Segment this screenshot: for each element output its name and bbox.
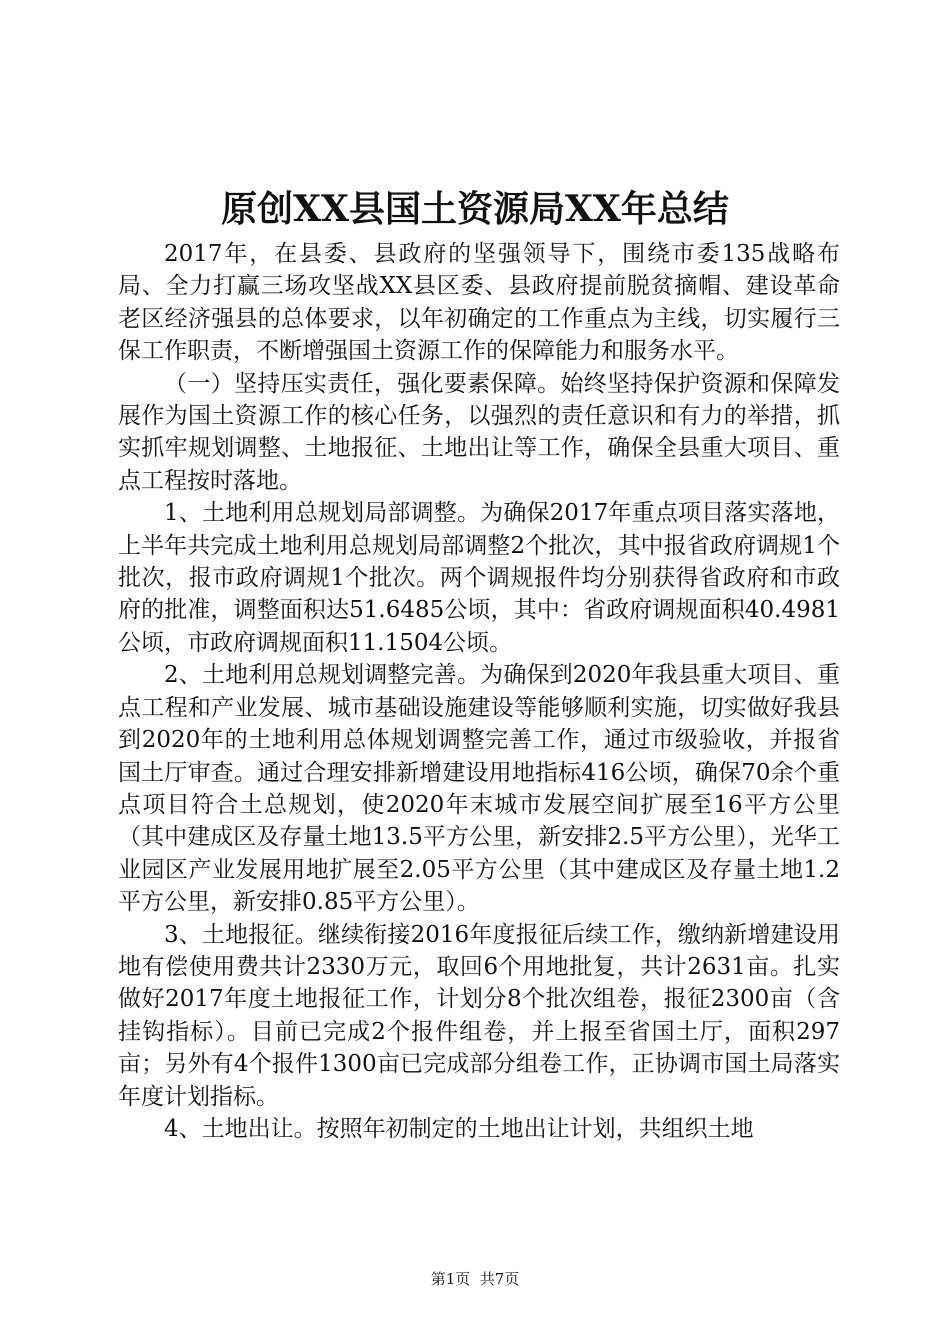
paragraph-item-3: 3、土地报征。继续衔接2016年度报征后续工作，缴纳新增建设用地有偿使用费共计2330万元，取回6个用地批复，共计2631亩。扎实做好2017年度土地报征工作，计划分8个批次组卷，报征2300亩（含挂钩指标）。目前已完成2个报件组卷，并上报至省国土厅，面积297亩；另外有4个报件1300亩已完成部分组卷工作，正协调市国土局落实年度计划指标。: [118, 921, 840, 1110]
paragraph-item-2: 2、土地利用总规划调整完善。为确保到2020年我县重大项目、重点工程和产业发展、城市基础设施建设等能够顺利实施，切实做好我县到2020年的土地利用总体规划调整完善工作，通过市级验收，并报省国土厅审查。通过合理安排新增建设用地指标416公顷，确保70余个重点项目符合土总规划，使2020年末城市发展空间扩展至16平方公里（其中建成区及存量土地13.5平方公里，新安排2.5平方公里），光华工业园区产业发展用地扩展至2.05平方公里（其中建成区及存量土地1.2平方公里，新安排0.85平方公里）。: [118, 662, 840, 916]
paragraph-intro: 2017年，在县委、县政府的坚强领导下，围绕市委135战略布局、全力打赢三场攻坚战XX县区委、县政府提前脱贫摘帽、建设革命老区经济强县的总体要求，以年初确定的工作重点为主线，切实履行三保工作职责，不断增强国土资源工作的保障能力和服务水平。: [118, 241, 840, 365]
page-footer: [0, 1269, 950, 1289]
page-number: 第1页 共7页: [430, 1270, 520, 1288]
document-title: 原创XX县国土资源局XX年总结: [221, 188, 729, 230]
paragraph-section-1: （一）坚持压实责任，强化要素保障。始终坚持保护资源和保障发展作为国土资源工作的核心任务，以强烈的责任意识和有力的举措，抓实抓牢规划调整、土地报征、土地出让等工作，确保全县重大项目、重点工程按时落地。: [118, 370, 840, 494]
paragraph-item-1: 1、土地利用总规划局部调整。为确保2017年重点项目落实落地，上半年共完成土地利用总规划局部调整2个批次，其中报省政府调规1个批次，报市政府调规1个批次。两个调规报件均分别获得省政府和市政府的批准，调整面积达51.6485公顷，其中：省政府调规面积40.4981公顷，市政府调规面积11.1504公顷。: [118, 500, 840, 656]
paragraph-item-4: 4、土地出让。按照年初制定的土地出让计划，共组织土地: [164, 1115, 754, 1142]
document-body: [118, 238, 840, 1145]
